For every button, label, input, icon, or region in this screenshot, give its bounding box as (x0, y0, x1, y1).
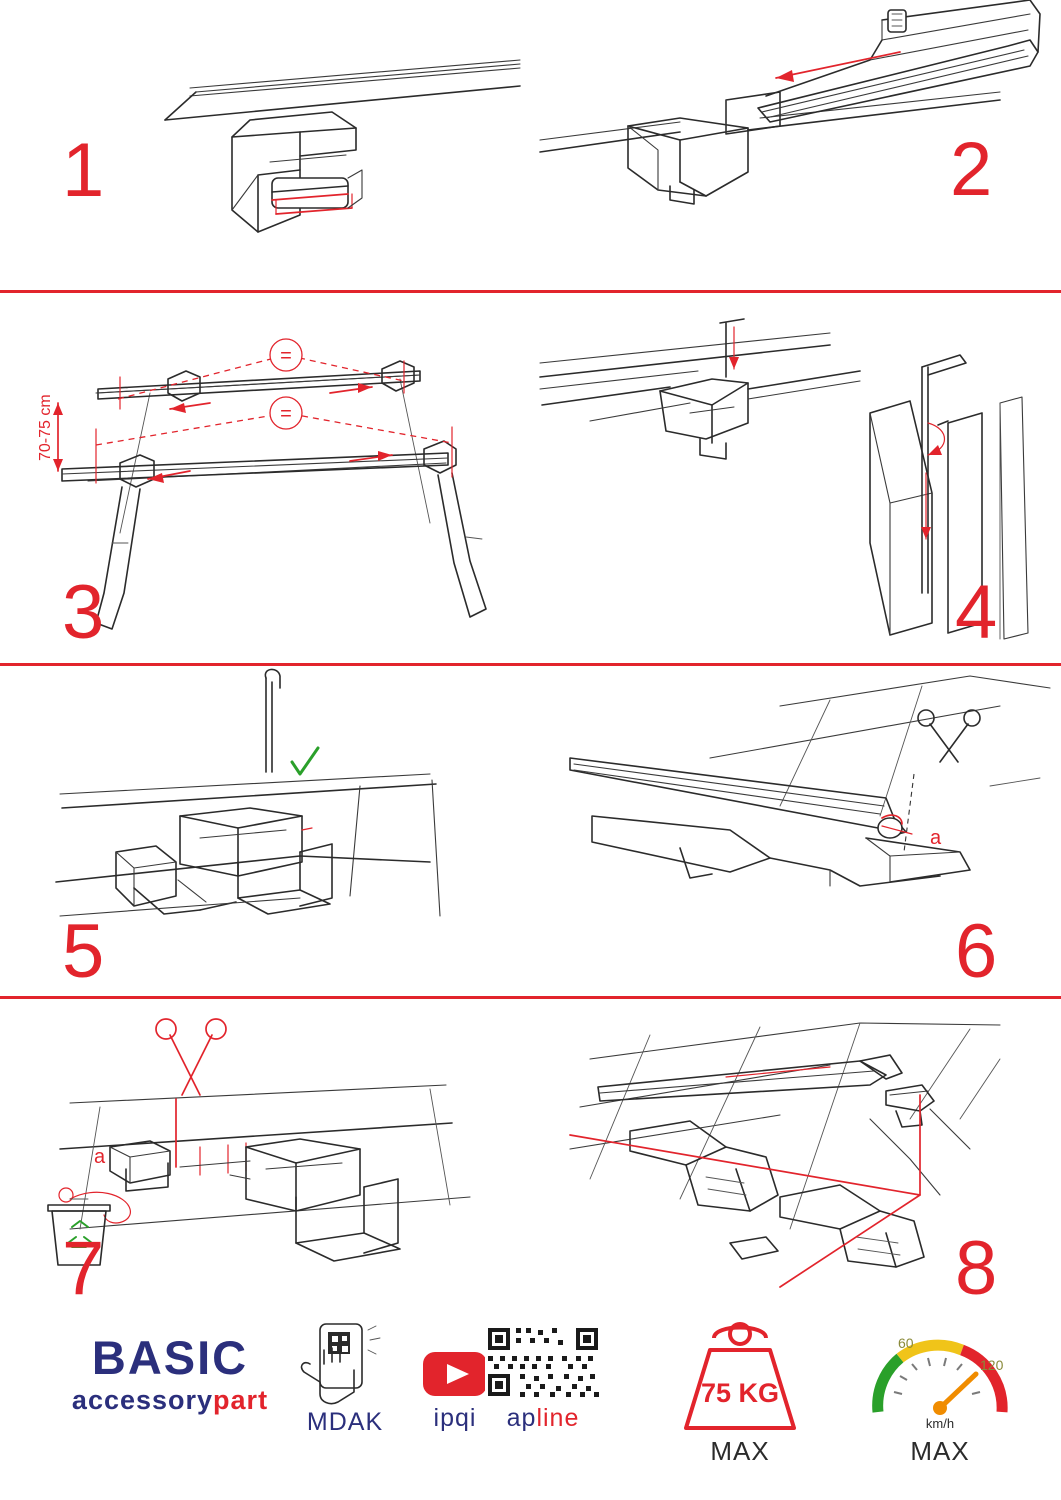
step-2-number: 2 (950, 127, 993, 212)
step-5-panel (0, 666, 530, 996)
part-label-a: a (94, 1146, 106, 1168)
step-4-number: 4 (955, 570, 998, 655)
max-load-block (650, 1316, 830, 1467)
speed-tick-120: 120 (980, 1357, 1004, 1373)
brand-subtitle-part-a: accessory (71, 1385, 214, 1415)
step-1-panel (0, 0, 530, 290)
max-speed-caption: MAX (910, 1436, 970, 1466)
scissors-icon (918, 710, 980, 762)
speed-unit: km/h (925, 1416, 955, 1431)
brand-name: BASIC (91, 1331, 249, 1384)
equal-mark-top: = (280, 345, 292, 367)
footer (0, 1310, 1061, 1500)
logo-apline[interactable] (468, 1322, 618, 1433)
step-8-number: 8 (955, 1226, 998, 1311)
step-5-number: 5 (62, 909, 105, 994)
logo-mdak-label-b: AK (347, 1408, 384, 1436)
speedometer-icon (850, 1316, 1030, 1436)
brand-block (60, 1330, 280, 1416)
logo-mdak-label (280, 1408, 410, 1437)
step-1-number: 1 (62, 128, 105, 213)
logo-apline-label-b: line (536, 1404, 580, 1432)
step-8-panel (530, 999, 1061, 1309)
hand-phone-qr-icon (280, 1320, 410, 1408)
step-6-panel (530, 666, 1061, 996)
logo-apline-label-a: ap (506, 1404, 537, 1432)
max-speed-block (850, 1316, 1030, 1467)
qr-code-icon (468, 1322, 618, 1404)
step-4-panel (530, 293, 1061, 663)
logo-mdak-label-a: MD (306, 1408, 348, 1436)
step-6-number: 6 (955, 909, 998, 994)
brand-subtitle-part-b: part (213, 1385, 269, 1415)
scissors-icon-red (156, 1019, 226, 1095)
spacing-dimension-label: 70-75 cm (37, 394, 54, 461)
max-load-value: 75 KG (700, 1378, 780, 1408)
speed-tick-60: 60 (898, 1335, 914, 1351)
logo-ipqi-label: ipqi (433, 1404, 477, 1432)
equal-mark-bottom: = (280, 403, 292, 425)
step-7-panel (0, 999, 530, 1309)
brand-subtitle (60, 1385, 280, 1416)
step-2-panel (530, 0, 1061, 290)
part-label-a: a (930, 827, 942, 849)
step-3-panel (0, 293, 530, 663)
logo-apline-label (468, 1404, 618, 1433)
step-7-number: 7 (62, 1226, 105, 1311)
max-load-caption: MAX (710, 1436, 770, 1466)
step-3-number: 3 (62, 570, 105, 655)
logo-mdak[interactable] (280, 1320, 410, 1437)
weight-icon (650, 1316, 830, 1436)
